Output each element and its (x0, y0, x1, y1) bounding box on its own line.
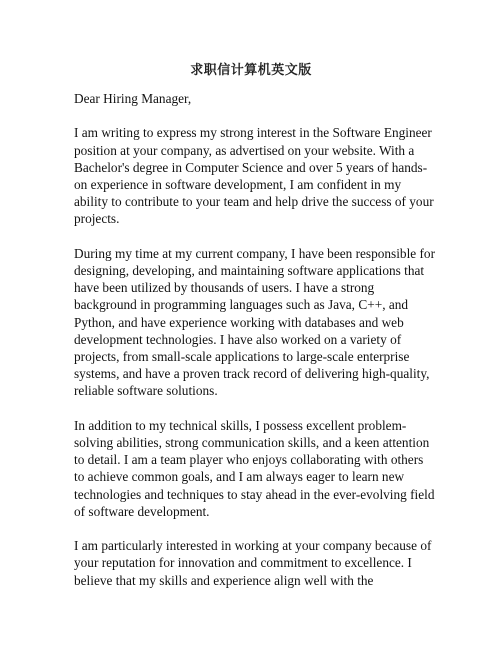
letter-body (74, 90, 436, 606)
paragraph-interest: I am particularly interested in working at your company because of your reputation for innovation and commitment to excellence. I believe that my skills and experience align well with the (74, 538, 432, 588)
document-title: 求职信计算机英文版 (190, 63, 312, 78)
salutation: Dear Hiring Manager, (74, 91, 192, 106)
paragraph-intro: I am writing to express my strong interest in the Software Engineer position at your company, as advertised on your website. With a Bachelor's degree in Computer Science and over 5 years of hands-on experience in software development, I am confident in my ability to contribute to your team and help drive the success of your projects. (74, 125, 434, 227)
paragraph-experience: During my time at my current company, I have been responsible for designing, developing, and maintaining software applications that have been utilized by thousands of users. I have a strong background in programming languages such as Java, C++, and Python, and have experience working with databases and web development technologies. I have also worked on a variety of projects, from small-scale applications to large-scale enterprise systems, and have a proven track record of delivering high-quality, reliable software solutions. (74, 245, 435, 399)
paragraph-skills: In addition to my technical skills, I possess excellent problem-solving abilities, strong communication skills, and a keen attention to detail. I am a team player who enjoys collaborating with others to achieve common goals, and I am always eager to learn new technologies and techniques to stay ahead in the ever-evolving field of software development. (74, 417, 435, 519)
